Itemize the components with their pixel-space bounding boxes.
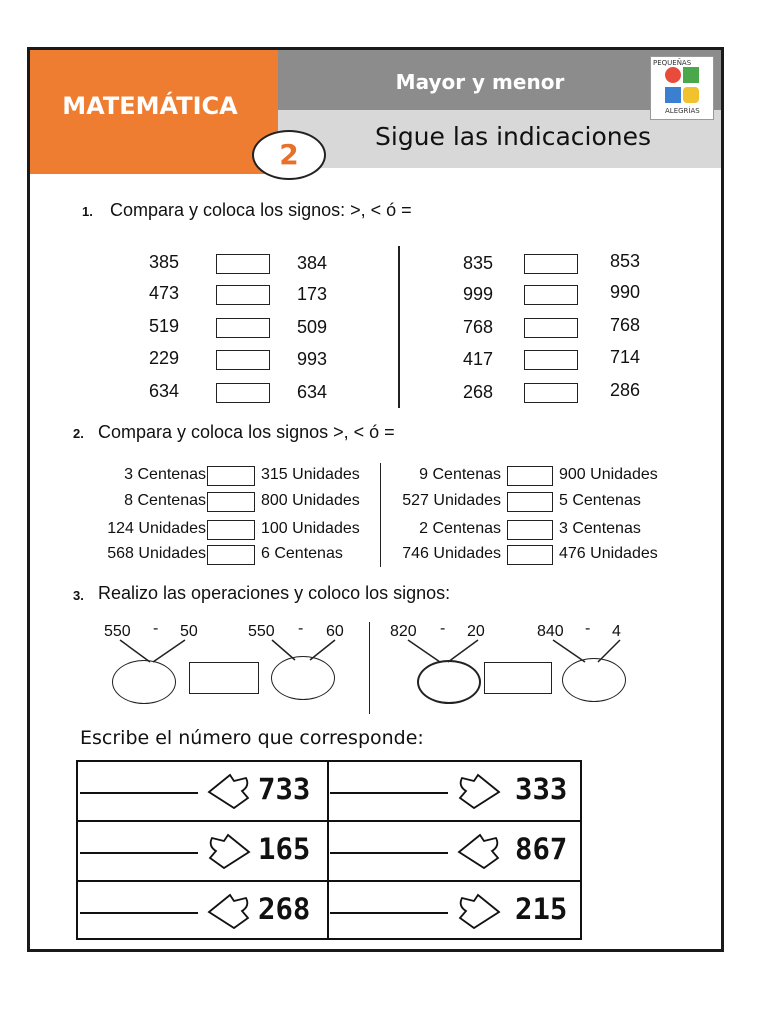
s1-right-a: 835 (463, 253, 494, 273)
s1-left-a: 519 (149, 316, 180, 336)
answer-blank[interactable] (80, 852, 198, 854)
s2-left-b: 100 Unidades (261, 520, 360, 537)
op-2-a: 550 (248, 623, 275, 640)
s1-left-b: 993 (297, 349, 328, 369)
section-2-title: Compara y coloca los signos >, < ó = (98, 422, 395, 442)
s1-right-b: 990 (610, 282, 641, 302)
s2-left-a: 124 Unidades (107, 520, 206, 537)
reference-number: 333 (515, 772, 568, 806)
answer-blank[interactable] (330, 852, 448, 854)
greater-than-icon (456, 892, 502, 932)
op-4-b: 4 (612, 623, 621, 640)
answer-blank[interactable] (80, 912, 198, 914)
greater-than-icon (206, 832, 252, 872)
result-oval-4[interactable] (562, 658, 626, 702)
answer-blank[interactable] (330, 912, 448, 914)
section-3-title: Realizo las operaciones y coloco los signos: (98, 583, 451, 603)
s1-left-sign-box[interactable] (216, 383, 270, 403)
s1-left-a: 385 (149, 252, 180, 272)
s1-left-b: 173 (297, 284, 328, 304)
op-2-b: 60 (326, 623, 344, 640)
s1-left-a: 473 (149, 283, 180, 303)
s2-right-sign-box[interactable] (507, 492, 553, 512)
s1-left-sign-box[interactable] (216, 285, 270, 305)
s1-right-sign-box[interactable] (524, 254, 578, 274)
sign-box-2[interactable] (484, 662, 552, 694)
section-3-number: 3. (73, 588, 84, 603)
s2-left-sign-box[interactable] (207, 466, 255, 486)
s2-right-sign-box[interactable] (507, 545, 553, 565)
school-logo: PEQUEÑAS ALEGRÍAS (650, 56, 714, 120)
s2-right-a: 527 Unidades (402, 492, 501, 509)
s2-right-b: 3 Centenas (559, 520, 641, 537)
s1-right-b: 768 (610, 315, 641, 335)
s2-left-sign-box[interactable] (207, 545, 255, 565)
s1-right-sign-box[interactable] (524, 285, 578, 305)
section-1-title: Compara y coloca los signos: >, < ó = (110, 200, 412, 220)
s2-left-sign-box[interactable] (207, 520, 255, 540)
s2-left-a: 568 Unidades (107, 545, 206, 562)
s2-left-b: 315 Unidades (261, 466, 360, 483)
s2-right-sign-box[interactable] (507, 520, 553, 540)
less-than-icon (206, 772, 252, 812)
s1-left-b: 384 (297, 253, 328, 273)
s2-right-a: 2 Centenas (419, 520, 501, 537)
s1-right-sign-box[interactable] (524, 383, 578, 403)
op-3-b: 20 (467, 623, 485, 640)
s2-right-b: 5 Centenas (559, 492, 641, 509)
s2-left-a: 3 Centenas (124, 466, 206, 483)
s2-right-sign-box[interactable] (507, 466, 553, 486)
s1-right-b: 853 (610, 251, 641, 271)
s2-right-b: 900 Unidades (559, 466, 658, 483)
s1-right-a: 768 (463, 317, 494, 337)
s1-left-sign-box[interactable] (216, 318, 270, 338)
instruction-text: Sigue las indicaciones (375, 122, 652, 151)
s1-left-b: 634 (297, 382, 328, 402)
section-1-number: 1. (82, 204, 93, 219)
s1-left-sign-box[interactable] (216, 350, 270, 370)
op-4-a: 840 (537, 623, 564, 640)
section-2-number: 2. (73, 426, 84, 441)
op-3-minus: - (440, 620, 446, 637)
answer-blank[interactable] (80, 792, 198, 794)
reference-number: 268 (258, 892, 311, 926)
topic-title: Mayor y menor (395, 70, 565, 94)
section-4-title: Escribe el número que corresponde: (80, 727, 424, 749)
result-oval-3[interactable] (417, 660, 481, 704)
op-1-b: 50 (180, 623, 198, 640)
s1-right-b: 286 (610, 380, 641, 400)
subject-title: MATEMÁTICA (62, 92, 238, 120)
s1-right-sign-box[interactable] (524, 318, 578, 338)
s2-right-a: 746 Unidades (402, 545, 501, 562)
s1-right-a: 268 (463, 382, 494, 402)
s2-left-b: 800 Unidades (261, 492, 360, 509)
s1-right-a: 999 (463, 284, 494, 304)
s2-right-a: 9 Centenas (419, 466, 501, 483)
less-than-icon (456, 832, 502, 872)
s1-right-b: 714 (610, 347, 641, 367)
result-oval-2[interactable] (271, 656, 335, 700)
reference-number: 215 (515, 892, 568, 926)
reference-number: 733 (258, 772, 311, 806)
s1-right-sign-box[interactable] (524, 350, 578, 370)
s1-left-sign-box[interactable] (216, 254, 270, 274)
reference-number: 165 (258, 832, 311, 866)
sign-box-1[interactable] (189, 662, 259, 694)
op-4-minus: - (585, 620, 591, 637)
s1-left-a: 634 (149, 381, 180, 401)
result-oval-1[interactable] (112, 660, 176, 704)
op-1-a: 550 (104, 623, 131, 640)
s1-right-a: 417 (463, 349, 494, 369)
op-2-minus: - (298, 620, 304, 637)
reference-number: 867 (515, 832, 568, 866)
s2-left-sign-box[interactable] (207, 492, 255, 512)
greater-than-icon (456, 772, 502, 812)
answer-blank[interactable] (330, 792, 448, 794)
s2-right-b: 476 Unidades (559, 545, 658, 562)
op-3-a: 820 (390, 623, 417, 640)
less-than-icon (206, 892, 252, 932)
worksheet-number: 2 (252, 130, 326, 180)
op-1-minus: - (153, 620, 159, 637)
s2-left-a: 8 Centenas (124, 492, 206, 509)
s2-left-b: 6 Centenas (261, 545, 343, 562)
s1-left-a: 229 (149, 348, 180, 368)
s1-left-b: 509 (297, 317, 328, 337)
